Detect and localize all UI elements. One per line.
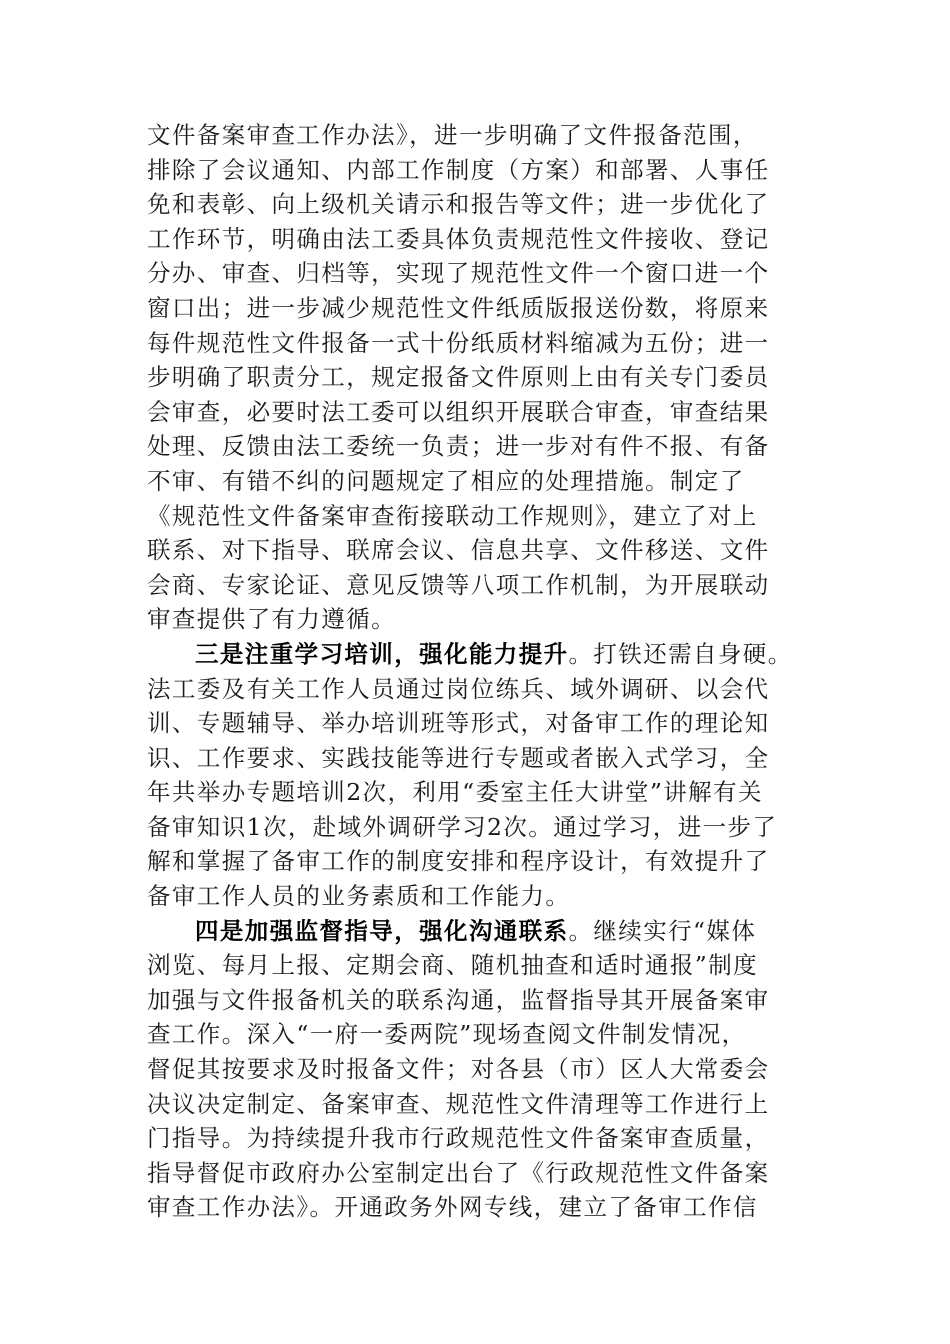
text-line: 年共举办专题培训2次，利用“委室主任大讲堂”讲解有关 xyxy=(147,778,763,807)
text-line: 不审、有错不纠的问题规定了相应的处理措施。制定了 xyxy=(147,466,745,495)
text-line: 免和表彰、向上级机关请示和报告等文件；进一步优化了 xyxy=(147,190,770,219)
paragraph-lead-text: 。继续实行“媒体 xyxy=(568,916,757,945)
text-line: 步明确了职责分工，规定报备文件原则上由有关专门委员 xyxy=(147,363,770,392)
text-line: 审查工作办法》。开通政务外网专线，建立了备审工作信 xyxy=(147,1193,758,1222)
text-line: 每件规范性文件报备一式十份纸质材料缩减为五份；进一 xyxy=(147,328,770,357)
text-line: 指导督促市政府办公室制定出台了《行政规范性文件备案 xyxy=(147,1158,770,1187)
text-line: 门指导。为持续提升我市行政规范性文件备案审查质量， xyxy=(147,1124,770,1153)
text-line: 解和掌握了备审工作的制度安排和程序设计，有效提升了 xyxy=(147,847,770,876)
text-line: 排除了会议通知、内部工作制度（方案）和部署、人事任 xyxy=(147,155,770,184)
paragraph-first-line xyxy=(147,914,809,949)
text-line: 加强与文件报备机关的联系沟通，监督指导其开展备案审 xyxy=(147,985,770,1014)
text-line: 识、工作要求、实践技能等进行专题或者嵌入式学习，全 xyxy=(147,743,770,772)
text-line: 会商、专家论证、意见反馈等八项工作机制，为开展联动 xyxy=(147,570,770,599)
text-line: 查工作。深入“一府一委两院”现场查阅文件制发情况， xyxy=(147,1020,747,1049)
text-line: 处理、反馈由法工委统一负责；进一步对有件不报、有备 xyxy=(147,432,770,461)
text-line: 备审知识1次，赴域外调研学习2次。通过学习，进一步了 xyxy=(147,812,778,841)
text-line: 审查提供了有力遵循。 xyxy=(147,605,396,634)
text-line: 《规范性文件备案审查衔接联动工作规则》，建立了对上 xyxy=(147,501,758,530)
text-line: 联系、对下指导、联席会议、信息共享、文件移送、文件 xyxy=(147,536,770,565)
text-line: 备审工作人员的业务素质和工作能力。 xyxy=(147,882,571,911)
paragraph-heading: 三是注重学习培训，强化能力提升 xyxy=(195,639,569,668)
paragraph-heading: 四是加强监督指导，强化沟通联系 xyxy=(195,916,569,945)
text-line: 决议决定制定、备案审查、规范性文件清理等工作进行上 xyxy=(147,1089,770,1118)
paragraph-lead-text: 。打铁还需自身硬。 xyxy=(568,639,793,668)
text-line: 法工委及有关工作人员通过岗位练兵、域外调研、以会代 xyxy=(147,674,770,703)
text-line: 督促其按要求及时报备文件；对各县（市）区人大常委会 xyxy=(147,1055,770,1084)
text-line: 窗口出；进一步减少规范性文件纸质版报送份数，将原来 xyxy=(147,293,770,322)
text-line: 文件备案审查工作办法》，进一步明确了文件报备范围， xyxy=(147,121,758,149)
text-line: 工作环节，明确由法工委具体负责规范性文件接收、登记 xyxy=(147,224,770,253)
paragraph-first-line xyxy=(147,637,809,672)
text-line: 训、专题辅导、举办培训班等形式，对备审工作的理论知 xyxy=(147,709,770,738)
document-body xyxy=(147,118,809,1225)
text-line: 分办、审查、归档等，实现了规范性文件一个窗口进一个 xyxy=(147,259,770,288)
text-line: 会审查，必要时法工委可以组织开展联合审查，审查结果 xyxy=(147,397,770,426)
text-line: 浏览、每月上报、定期会商、随机抽查和适时通报”制度 xyxy=(147,951,759,980)
